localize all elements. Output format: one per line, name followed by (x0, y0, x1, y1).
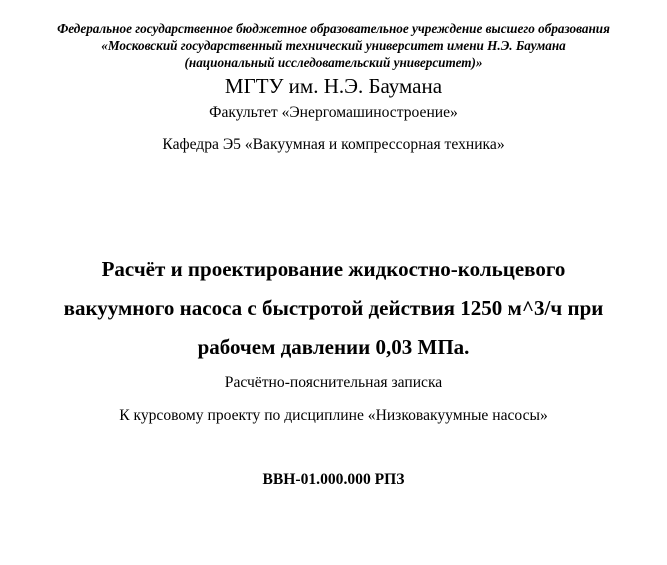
organization-line-2: «Московский государственный технический университет имени Н.Э. Баумана (101, 38, 566, 53)
organization-line-1: Федеральное государственное бюджетное образовательное учреждение высшего образования (57, 21, 610, 36)
document-title-line-1: Расчёт и проектирование жидкостно-кольцевого (101, 257, 566, 281)
course-description: К курсовому проекту по дисциплине «Низковакуумные насосы» (119, 407, 548, 424)
faculty-name: Факультет «Энергомашиностроение» (209, 104, 458, 121)
department-name: Кафедра Э5 «Вакуумная и компрессорная техника» (162, 136, 505, 153)
document-code: ВВН-01.000.000 РПЗ (262, 471, 405, 488)
organization-line-3: (национальный исследовательский университет)» (184, 55, 483, 70)
university-name: МГТУ им. Н.Э. Баумана (224, 74, 443, 98)
document-title-line-2: вакуумного насоса с быстротой действия 1250 м^3/ч при (63, 296, 604, 320)
document-title-line-3: рабочем давлении 0,03 МПа. (197, 335, 470, 359)
document-type: Расчётно-пояснительная записка (224, 374, 443, 391)
